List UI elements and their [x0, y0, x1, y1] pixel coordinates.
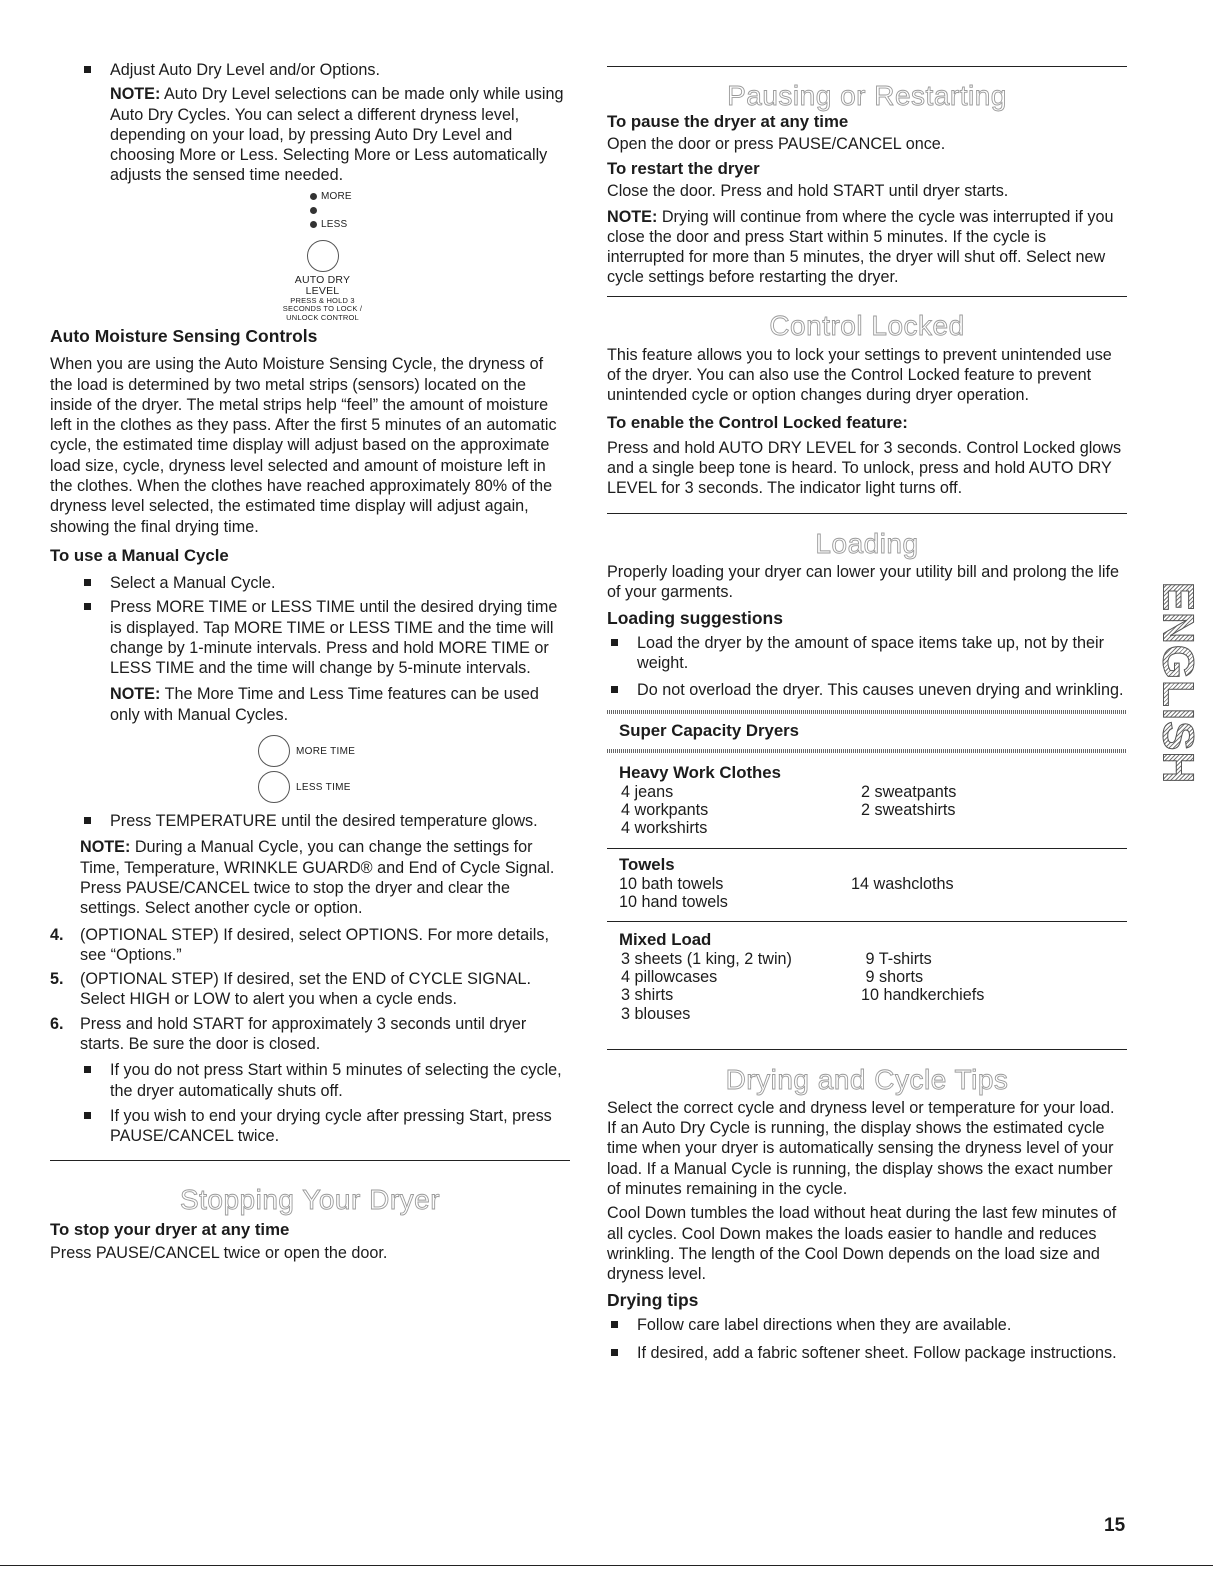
table-cell: 4 pillowcases — [621, 968, 718, 987]
restart-dryer-heading: To restart the dryer — [607, 159, 760, 179]
table-cell: 4 workshirts — [621, 819, 708, 838]
note-label: NOTE: — [80, 838, 131, 857]
section-divider — [607, 1049, 1127, 1050]
table-cell: 10 hand towels — [619, 892, 728, 911]
loading-bullet-2: Do not overload the dryer. This causes uneven drying and wrinkling. — [637, 680, 1124, 699]
control-locked-title: Control Locked — [769, 309, 965, 341]
note-manual-cycle — [50, 837, 570, 918]
table-cell: 2 sweatpants — [861, 783, 957, 802]
tips-bullet-2: If desired, add a fabric softener sheet. Follow package instructions. — [637, 1343, 1117, 1362]
group-name: Heavy Work Clothes — [619, 763, 781, 783]
tips-bullet-1: Follow care label directions when they are available. — [637, 1315, 1012, 1334]
loading-suggestions-heading: Loading suggestions — [607, 608, 783, 629]
step-text: (OPTIONAL STEP) If desired, select OPTIONS. For more details, see “Options.” — [80, 925, 549, 964]
section-divider — [607, 513, 1127, 514]
enable-control-locked-heading: To enable the Control Locked feature: — [607, 412, 908, 432]
step-6 — [50, 1014, 570, 1055]
tips-text-1: Select the correct cycle and dryness level or temperature for your load. If an Auto Dry Cycle is running, the display shows the estimated cycle time when your dryer is automatically sensing the dryness level of your load. If a Manual Cycle is running, the display shows the exact number of minutes remaining in the cycle. — [607, 1098, 1115, 1199]
note-text: Auto Dry Level selections can be made only while using Auto Dry Cycles. You can select a different dryness level, depending on your load, by pressing Auto Dry Level and choosing More or Less. Selecting More or Less automatically adjusts the sensed time needed. — [110, 85, 564, 185]
loading-title: Loading — [815, 527, 919, 559]
press-hold-line-2: SECONDS TO LOCK / — [282, 304, 363, 314]
note-auto-dry — [50, 84, 570, 185]
step-4 — [50, 925, 570, 966]
drying-tips-heading: Drying tips — [607, 1289, 699, 1310]
note-interrupted — [607, 207, 1127, 288]
table-cell: 3 sheets (1 king, 2 twin) — [621, 950, 792, 969]
stop-dryer-heading: To stop your dryer at any time — [50, 1220, 290, 1240]
drying-tips-title: Drying and Cycle Tips — [725, 1063, 1009, 1095]
step-number: 6. — [50, 1014, 64, 1033]
english-tab-label: ENGLISH — [1153, 581, 1203, 785]
right-column — [607, 66, 1127, 1363]
table-title: Super Capacity Dryers — [619, 721, 800, 741]
note-label: NOTE: — [110, 685, 161, 704]
language-side-tab — [1152, 563, 1202, 803]
control-locked-text: This feature allows you to lock your settings to prevent unintended use of the dryer. You can also use the Control Locked feature to prevent unintended cycle or option changes during dryer operation. — [607, 345, 1112, 405]
list-item — [50, 1106, 570, 1147]
section-divider — [50, 1160, 570, 1161]
manual-bullet-2: Press MORE TIME or LESS TIME until the desired drying time is displayed. Tap MORE TIME or LESS TIME and the time will change by 1-minute intervals. Press and hold MORE TIME or LESS TIME and the time will change by 5-minute intervals. — [110, 598, 558, 678]
note-label: NOTE: — [607, 207, 658, 226]
restart-dryer-text: Close the door. Press and hold START until dryer starts. — [607, 182, 1009, 201]
manual-bullet-3: Press TEMPERATURE until the desired temperature glows. — [110, 812, 538, 831]
more-time-button-icon — [258, 735, 290, 767]
step-number: 4. — [50, 925, 64, 944]
section-divider — [607, 296, 1127, 297]
step-text: Press and hold START for approximately 3 seconds until dryer starts. Be sure the door is closed. — [80, 1014, 527, 1053]
level-label: LEVEL — [305, 284, 340, 297]
less-time-label: LESS TIME — [296, 781, 351, 793]
less-indicator-icon — [310, 221, 317, 228]
enable-control-locked-text: Press and hold AUTO DRY LEVEL for 3 seconds. Control Locked glows and a single beep tone is heard. To unlock, press and hold AUTO DRY LEVEL for 3 seconds. The indicator light turns off. — [607, 438, 1122, 498]
press-hold-line-1: PRESS & HOLD 3 — [290, 295, 355, 305]
note-more-less-time — [50, 684, 570, 725]
list-item — [50, 573, 570, 593]
page-number: 15 — [1104, 1515, 1126, 1536]
table-cell: 10 handkerchiefs — [861, 986, 985, 1005]
less-label: LESS — [321, 219, 348, 231]
table-cell: 4 jeans — [621, 783, 674, 802]
more-time-label: MORE TIME — [296, 745, 356, 757]
stopping-dryer-title: Stopping Your Dryer — [179, 1184, 441, 1216]
list-item — [607, 680, 1127, 700]
auto-dry-level-button-icon — [307, 240, 339, 272]
table-cell: 9 shorts — [861, 968, 924, 987]
mid-indicator-icon — [310, 207, 317, 214]
list-item — [607, 633, 1127, 674]
load-table — [607, 710, 1127, 1033]
table-row — [607, 753, 1127, 848]
table-cell: 2 sweatshirts — [861, 801, 956, 820]
group-name: Mixed Load — [619, 930, 712, 950]
table-cell: 4 workpants — [621, 801, 709, 820]
more-label: MORE — [321, 191, 352, 203]
pause-dryer-heading: To pause the dryer at any time — [607, 112, 849, 131]
step-number: 5. — [50, 970, 64, 989]
table-row — [607, 849, 1127, 921]
loading-text: Properly loading your dryer can lower your utility bill and prolong the life of your garments. — [607, 562, 1119, 601]
tips-text-2: Cool Down tumbles the load without heat during the last few minutes of all cycles. Cool Down makes the loads easier to handle and reduces wrinkling. The length of the Cool Down depends on the load size and dryness level. — [607, 1204, 1117, 1284]
pausing-restarting-title: Pausing or Restarting — [727, 80, 1007, 111]
note-text: Drying will continue from where the cycle was interrupted if you close the door and press Start within 5 minutes. If the cycle is interrupted for more than 5 minutes, the dryer will shut off. Select new cycle settings before restarting the dryer. — [607, 207, 1114, 287]
table-cell: 9 T-shirts — [861, 950, 932, 969]
table-cell: 10 bath towels — [619, 874, 724, 893]
table-cell: 14 washcloths — [851, 874, 954, 893]
section-divider — [607, 66, 1127, 67]
more-less-time-figure — [50, 735, 570, 803]
list-item — [50, 1060, 570, 1101]
list-item — [607, 1315, 1127, 1335]
left-column — [50, 60, 570, 1264]
stop-dryer-text: Press PAUSE/CANCEL twice or open the door. — [50, 1244, 388, 1263]
list-item — [50, 60, 570, 80]
auto-moisture-heading: Auto Moisture Sensing Controls — [50, 326, 318, 347]
step-5 — [50, 969, 570, 1010]
press-hold-line-3: UNLOCK CONTROL — [286, 312, 359, 322]
manual-bullet-1: Select a Manual Cycle. — [110, 573, 276, 592]
step6-bullet-1: If you do not press Start within 5 minutes of selecting the cycle, the dryer automatically shuts off. — [110, 1061, 562, 1100]
auto-dry-level-figure — [75, 190, 570, 323]
auto-moisture-text: When you are using the Auto Moisture Sensing Cycle, the dryness of the load is determined by two metal strips (sensors) located on the inside of the dryer. The metal strips help “feel” the amount of moisture left in the clothes as they pass. After the first 5 minutes of an automatic cycle, the estimated time display will adjust based on the approximate load size, cycle, dryness level selected and amount of moisture left in the clothes. When the clothes have reached approximately 80% of the dryness level selected, the estimated time display will adjust again, showing the final drying time. — [50, 355, 557, 536]
manual-cycle-heading: To use a Manual Cycle — [50, 545, 229, 565]
table-cell: 3 shirts — [621, 986, 674, 1005]
group-name: Towels — [619, 854, 675, 874]
list-item — [50, 597, 570, 678]
list-item — [607, 1343, 1127, 1363]
step-text: (OPTIONAL STEP) If desired, set the END of CYCLE SIGNAL. Select HIGH or LOW to alert you when a cycle ends. — [80, 970, 531, 1009]
more-indicator-icon — [310, 193, 317, 200]
intro-bullet-text: Adjust Auto Dry Level and/or Options. — [110, 61, 380, 79]
note-label: NOTE: — [110, 85, 161, 104]
auto-dry-label: AUTO DRY — [294, 273, 351, 286]
note-text: During a Manual Cycle, you can change the settings for Time, Temperature, WRINKLE GUARD® and End of Cycle Signal. Press PAUSE/CANCEL twice to stop the dryer and clear the settings. Select another cycle or option. — [80, 838, 555, 918]
loading-bullet-1: Load the dryer by the amount of space items take up, not by their weight. — [637, 634, 1105, 673]
pause-dryer-text: Open the door or press PAUSE/CANCEL once. — [607, 135, 946, 153]
less-time-button-icon — [258, 771, 290, 803]
step6-bullet-2: If you wish to end your drying cycle after pressing Start, press PAUSE/CANCEL twice. — [110, 1106, 552, 1146]
table-cell: 3 blouses — [621, 1004, 691, 1023]
list-item — [50, 811, 570, 831]
note-text: The More Time and Less Time features can be used only with Manual Cycles. — [110, 685, 539, 724]
page-bottom-rule — [0, 1565, 1213, 1566]
table-row — [607, 922, 1127, 1033]
